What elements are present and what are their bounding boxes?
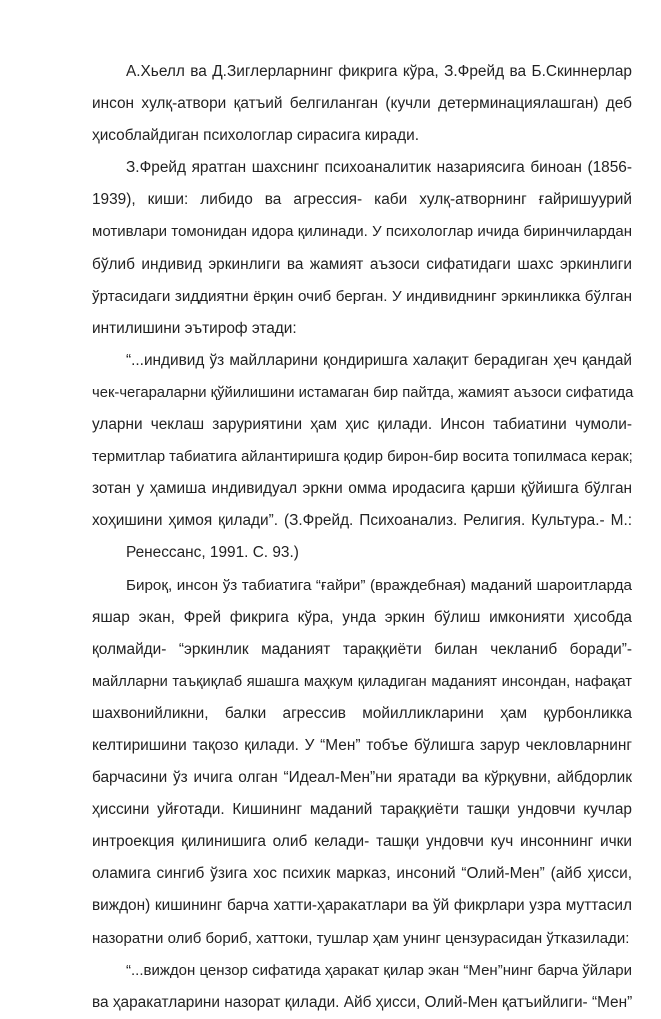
text-line: ҳиссини уйғотади. Кишининг маданий тараққиёти ташқи ундовчи кучлар bbox=[92, 801, 632, 819]
text-line: хоҳишини ҳимоя қилади”. (З.Фрейд. Психоанализ. Религия. Культура.- М.: bbox=[92, 512, 632, 530]
text-line: “...индивид ўз майлларини қондиришга халақит берадиган ҳеч қандай bbox=[126, 351, 632, 369]
text-line: ва ҳаракатларини назорат қилади. Айб ҳисси, Олий-Мен қатъийлиги- “Мен” bbox=[92, 993, 633, 1011]
text-line: инсон хулқ-атвори қатъий белгиланган (кучли детерминациялашган) деб bbox=[92, 95, 632, 113]
text-line: термитлар табиатига айлантиришга қодир бирон-бир восита топилмаса керак; bbox=[92, 449, 633, 466]
text-line: чек-чегараларни қўйилишини истамаган бир пайтда, жамият аъзоси сифатида bbox=[92, 384, 634, 401]
text-line: зотан у ҳамиша индивидуал эркни омма иродасига қарши қўйишга бўлган bbox=[92, 480, 632, 498]
text-line: назоратни олиб бориб, хаттоки, тушлар ҳам унинг цензурасидан ўтказилади: bbox=[92, 929, 630, 947]
text-line: Ренессанс, 1991. С. 93.) bbox=[126, 544, 299, 562]
text-line: мотивлари томонидан идора қилинади. У психологлар ичида биринчилардан bbox=[92, 223, 632, 241]
text-line: оламига сингиб ўзига хос психик марказ, инсоний “Олий-Мен” (айб ҳисси, bbox=[92, 865, 632, 883]
text-line: ўртасидаги зиддиятни ёрқин очиб берган. У индивиднинг эркинликка бўлган bbox=[92, 287, 632, 305]
text-line: қолмайди- “эркинлик маданият тараққиёти билан чекланиб боради”- bbox=[92, 640, 632, 658]
text-line: интилишини эътироф этади: bbox=[92, 319, 297, 337]
text-line: яшар экан, Фрей фикрига кўра, унда эркин бўлиш имконияти ҳисобда bbox=[92, 608, 632, 626]
text-line: бўлиб индивид эркинлиги ва жамият аъзоси сифатидаги шахс эркинлиги bbox=[92, 255, 632, 273]
text-line: 1939), киши: либидо ва агрессия- каби хулқ-атворнинг ғайришуурий bbox=[92, 191, 632, 209]
text-line: уларни чеклаш заруриятини ҳам ҳис қилади. Инсон табиатини чумоли- bbox=[92, 416, 632, 434]
text-line: барчасини ўз ичига олган “Идеал-Мен”ни яратади ва кўрқувни, айбдорлик bbox=[92, 769, 632, 787]
text-line: Бироқ, инсон ўз табиатига “ғайри” (враждебная) маданий шароитларда bbox=[126, 576, 632, 594]
text-line: майлларни таъқиқлаб яшашга маҳкум қиладиган маданият инсондан, нафақат bbox=[92, 673, 632, 690]
text-line: ҳисоблайдиган психологлар сирасига киради. bbox=[92, 127, 420, 145]
document-page bbox=[92, 56, 632, 1019]
text-line: шахвонийликни, балки агрессив мойилликларини ҳам қурбонликка bbox=[92, 704, 632, 722]
text-line: интроекция қилинишига олиб келади- ташқи ундовчи куч инсоннинг ички bbox=[92, 833, 632, 851]
text-line: “...виждон цензор сифатида ҳаракат қилар экан “Мен”нинг барча ўйлари bbox=[126, 961, 632, 979]
text-line: келтиришини тақозо қилади. У “Мен” тобъе бўлишга зарур чекловларнинг bbox=[92, 736, 632, 754]
text-line: З.Фрейд яратган шахснинг психоаналитик назариясига биноан (1856- bbox=[126, 159, 632, 177]
text-line: виждон) кишининг барча хатти-ҳаракатлари ва ўй фикрлари узра муттасил bbox=[92, 897, 632, 915]
text-line: А.Хьелл ва Д.Зиглерларнинг фикрига кўра, З.Фрейд ва Б.Скиннерлар bbox=[126, 63, 632, 80]
